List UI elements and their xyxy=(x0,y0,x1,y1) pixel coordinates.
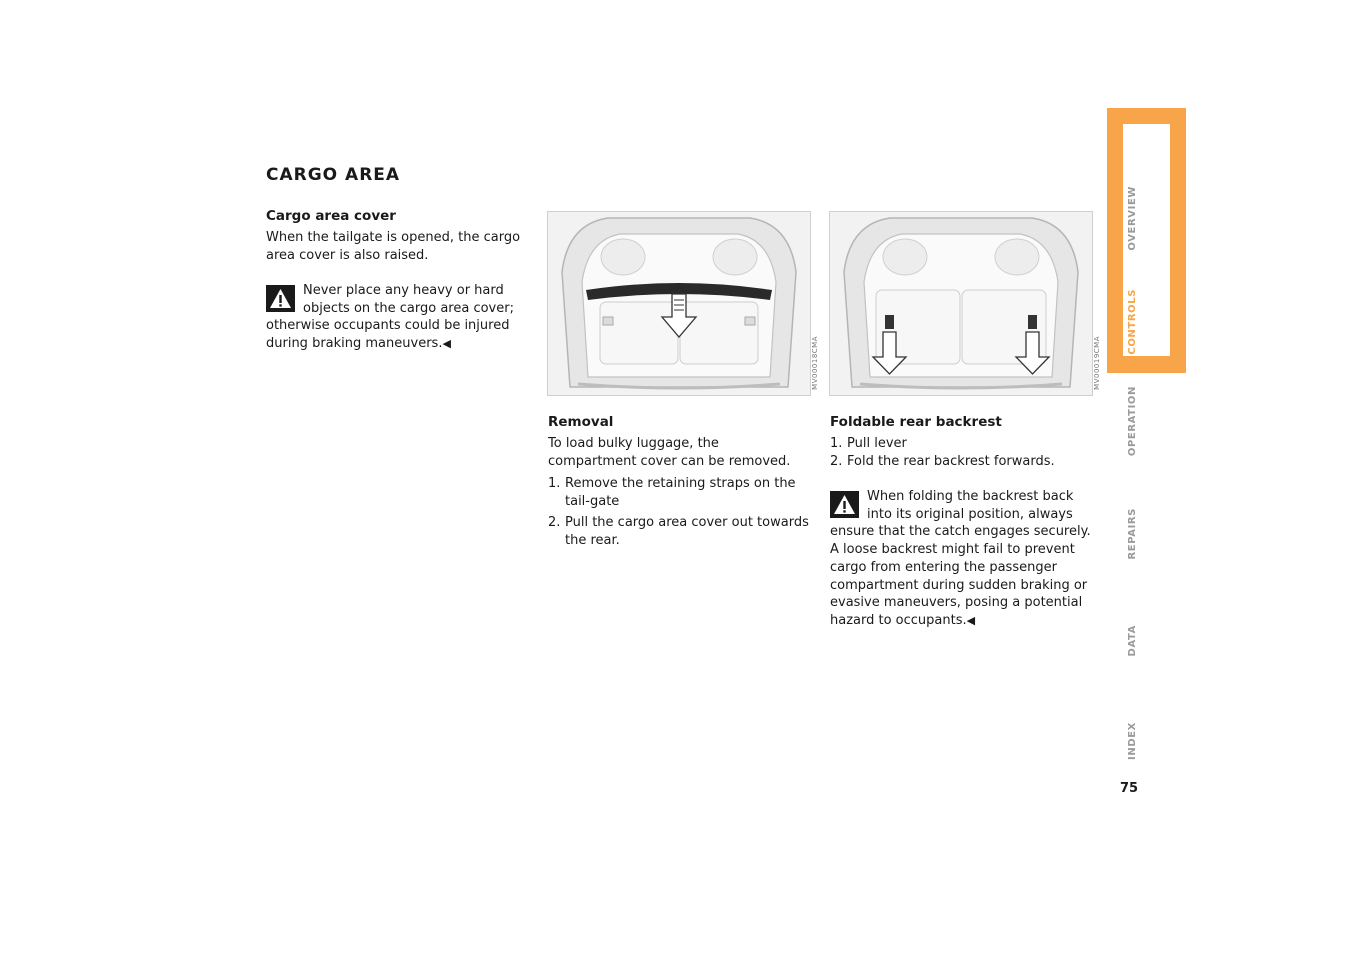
cargo-cover-warning-text: Never place any heavy or hard objects on the cargo area cover; otherwise occupants could be injured during braking maneuvers. xyxy=(266,283,514,352)
cargo-cover-figure xyxy=(547,211,811,396)
tab-controls[interactable]: CONTROLS xyxy=(1127,289,1138,355)
tab-overview[interactable]: OVERVIEW xyxy=(1127,186,1138,251)
figure-code-left: MV00018CMA xyxy=(811,336,819,390)
tab-repairs[interactable]: REPAIRS xyxy=(1127,508,1138,560)
list-item: 1. Pull lever xyxy=(830,436,907,451)
warning-icon xyxy=(266,285,295,312)
warning-icon xyxy=(830,491,859,518)
end-mark-icon: ◀ xyxy=(966,613,976,627)
tab-data[interactable]: DATA xyxy=(1127,625,1138,657)
section-title: CARGO AREA xyxy=(266,165,401,185)
tab-operation[interactable]: OPERATION xyxy=(1127,386,1138,457)
backrest-warning-text: When folding the backrest back into its original position, always ensure that the catch engages securely. A loose backrest might fail to prevent cargo from entering the passenger compartment during sudden braking or evasive maneuvers, posing a potential hazard to occupants. xyxy=(830,489,1091,628)
list-item: 2. Pull the cargo area cover out towards the rear. xyxy=(548,515,809,549)
backrest-heading: Foldable rear backrest xyxy=(830,414,1002,430)
cargo-cover-heading: Cargo area cover xyxy=(266,208,396,224)
figure-code-right: MV00019CMA xyxy=(1093,336,1101,390)
removal-heading: Removal xyxy=(548,414,614,430)
cargo-cover-text: When the tailgate is opened, the cargo area cover is also raised. xyxy=(266,230,521,263)
tab-index[interactable]: INDEX xyxy=(1127,722,1138,760)
removal-steps xyxy=(548,475,814,554)
backrest-steps xyxy=(830,435,1096,470)
backrest-figure xyxy=(829,211,1093,396)
page-number: 75 xyxy=(1120,781,1139,796)
backrest-warning xyxy=(830,488,1094,630)
end-mark-icon: ◀ xyxy=(442,337,451,351)
cargo-cover-warning xyxy=(266,282,538,353)
list-item: 2. Fold the rear backrest forwards. xyxy=(830,453,1055,469)
removal-text: To load bulky luggage, the compartment cover can be removed. xyxy=(548,436,791,469)
list-item: 1. Remove the retaining straps on the tail-gate xyxy=(548,476,796,509)
